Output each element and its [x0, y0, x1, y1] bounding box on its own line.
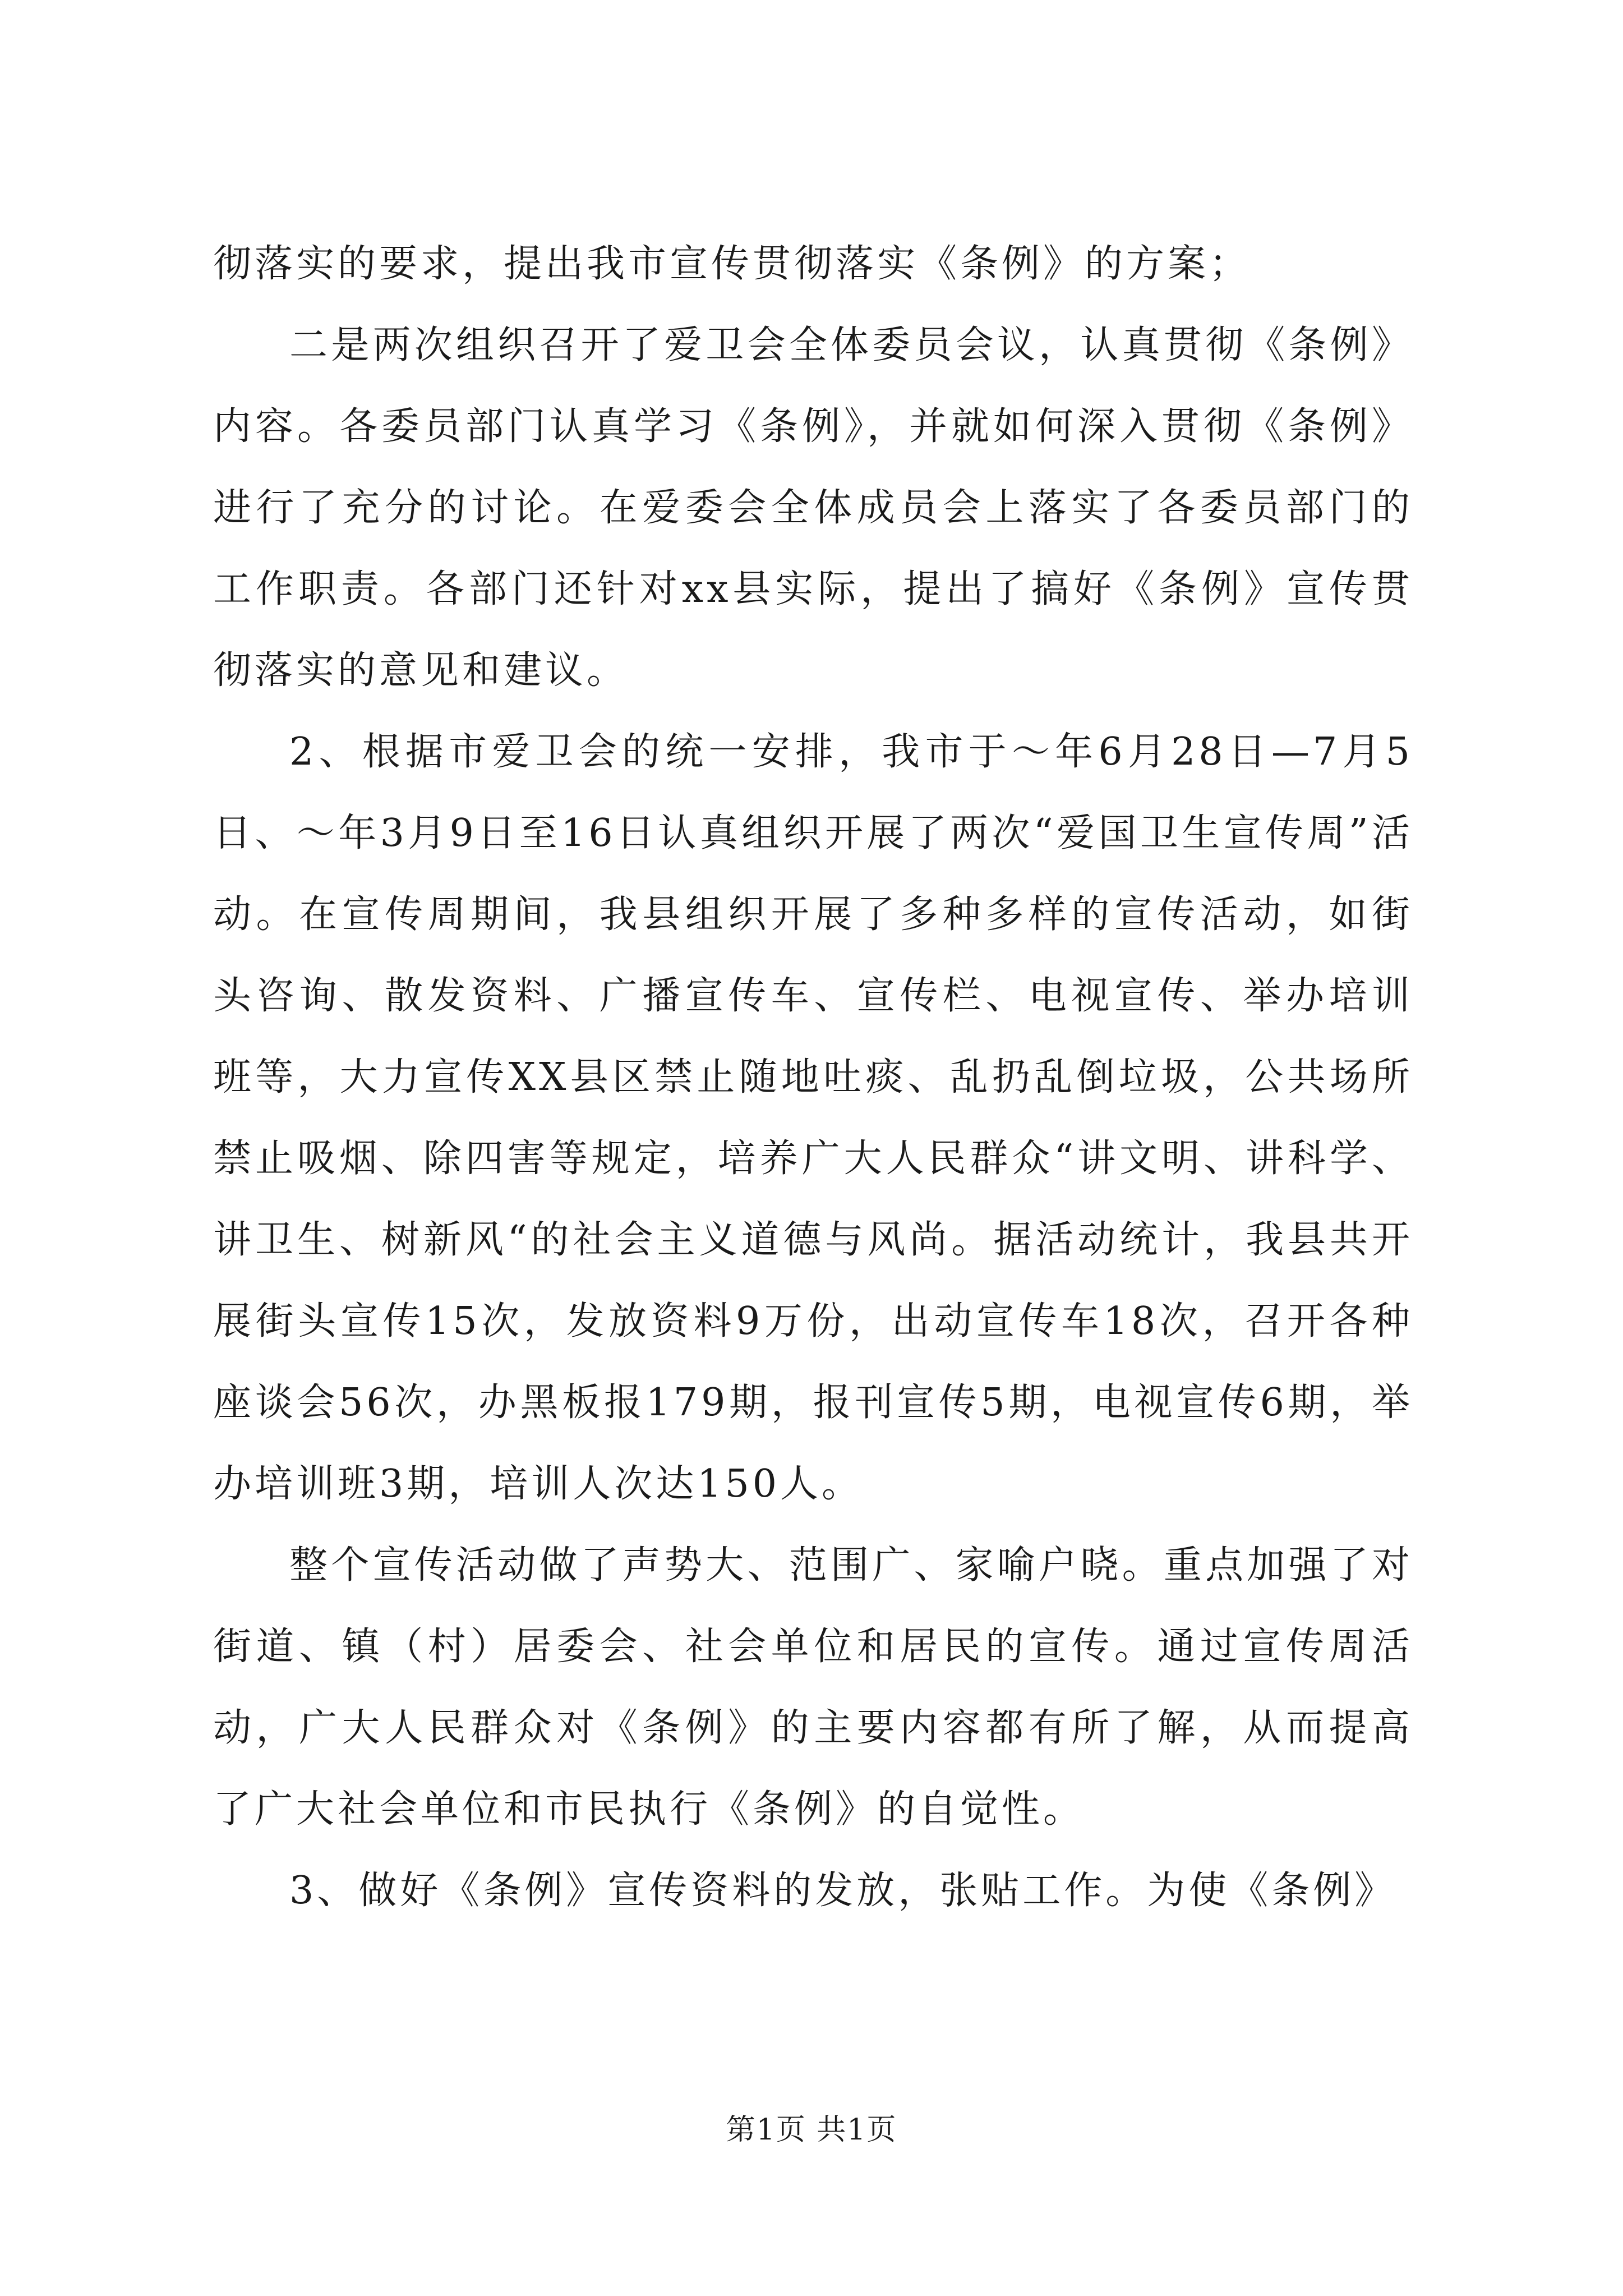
paragraph-materials-distribution: 3、做好《条例》宣传资料的发放，张贴工作。为使《条例》 [289, 1869, 1396, 1913]
paragraph-committee-meeting: 二是两次组织召开了爱卫会全体委员会议，认真贯彻《条例》内容。各委员部门认真学习《条例》，并就如何深入贯彻《条例》进行了充分的讨论。在爱委会全体成员会上落实了各委员部门的工作职责。各部门还针对xx县实际，提出了搞好《条例》宣传贯彻落实的意见和建议。 [213, 323, 1413, 693]
paragraph-continuation: 彻落实的要求，提出我市宣传贯彻落实《条例》的方案； [213, 242, 1251, 286]
page-footer: 第1页 共1页 [726, 2113, 897, 2147]
paragraph-activity-summary: 整个宣传活动做了声势大、范围广、家喻户晓。重点加强了对街道、镇（村）居委会、社会单位和居民的宣传。通过宣传周活动，广大人民群众对《条例》的主要内容都有所了解，从而提高了广大社会单位和市民执行《条例》的自觉性。 [213, 1543, 1413, 1832]
paragraph-publicity-week: 2、根据市爱卫会的统一安排，我市于～年6月28日—7月5日、～年3月9日至16日认真组织开展了两次“爱国卫生宣传周”活动。在宣传周期间，我县组织开展了多种多样的宣传活动，如街头咨询、散发资料、广播宣传车、宣传栏、电视宣传、举办培训班等，大力宣传XX县区禁止随地吐痰、乱扔乱倒垃圾，公共场所禁止吸烟、除四害等规定，培养广大人民群众“讲文明、讲科学、讲卫生、树新风“的社会主义道德与风尚。据活动统计，我县共开展街头宣传15次，发放资料9万份，出动宣传车18次，召开各种座谈会56次，办黑板报179期，报刊宣传5期，电视宣传6期，举办培训班3期，培训人次达150人。 [213, 730, 1413, 1506]
document-body [213, 223, 1413, 1931]
